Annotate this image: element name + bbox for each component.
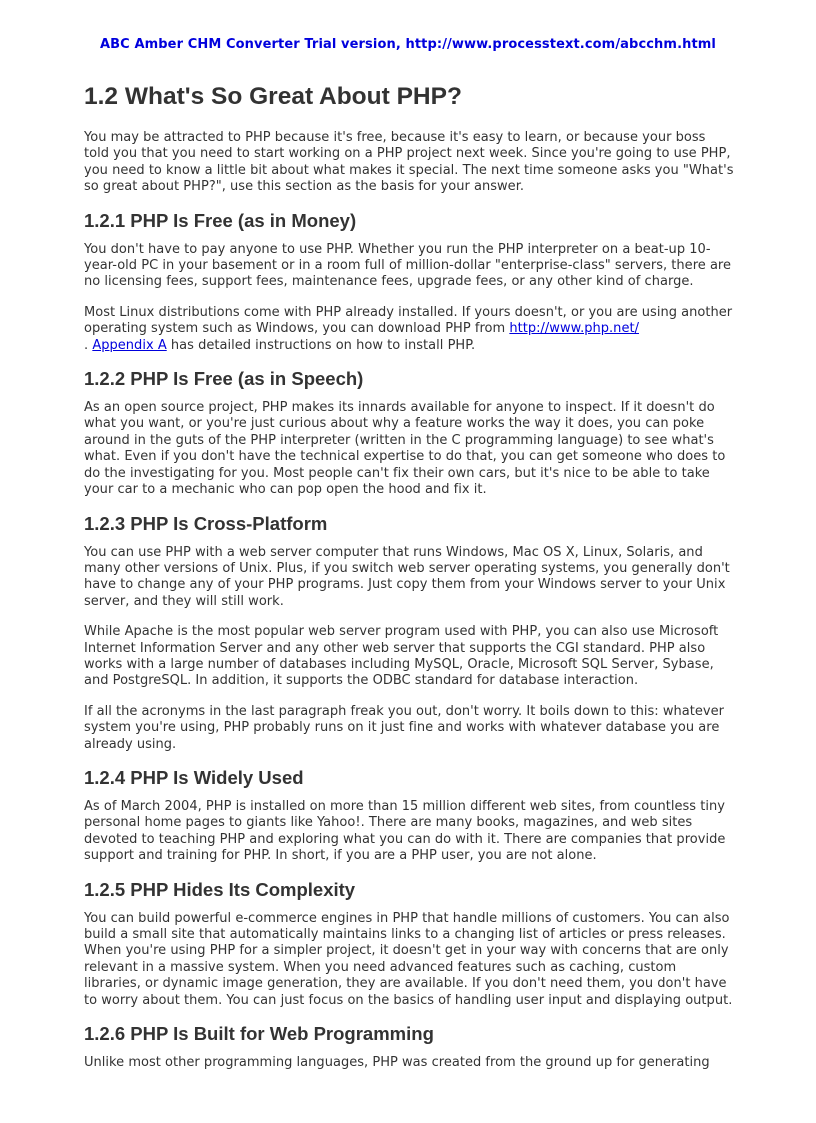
paragraph: As an open source project, PHP makes its innards available for anyone to inspect. If it doesn't do what you want, or you're just curious about why a feature works the way it does, you can poke around in the guts of the PHP interpreter (written in the C programming language) to see what's what. Even if you don't have the technical expertise to do that, you can get someone who does to do the investigating for you. Most people can't fix their own cars, but it's nice to be able to take your car to a mechanic who can pop open the hood and fix it. (84, 400, 726, 498)
document-body (84, 82, 734, 1071)
paragraph-text: Most Linux distributions come with PHP already installed. If yours doesn't, or you are using another operating system such as Windows, you can download PHP from (84, 304, 733, 337)
paragraph: You can build powerful e-commerce engines in PHP that handle millions of customers. You can also build a small site that automatically maintains links to a changing list of articles or press releases. When you're using PHP for a simpler project, it doesn't get in your way with concerns that are only relevant in a massive system. When you need advanced features such as caching, custom libraries, or dynamic image generation, they are available. If you don't need them, you don't have to worry about them. You can just focus on the basics of handling user input and displaying output. (84, 910, 733, 1008)
paragraph (84, 305, 734, 354)
appendix-a-link[interactable]: Appendix A (92, 337, 167, 353)
page-title: 1.2 What's So Great About PHP? (84, 83, 462, 110)
php-net-link[interactable]: http://www.php.net/ (509, 321, 639, 337)
paragraph-text: has detailed instructions on how to install PHP. (166, 337, 476, 353)
section-heading-free-money: 1.2.1 PHP Is Free (as in Money) (84, 209, 357, 231)
section-heading-free-speech: 1.2.2 PHP Is Free (as in Speech) (84, 368, 364, 390)
section-heading-widely-used: 1.2.4 PHP Is Widely Used (84, 766, 304, 788)
trial-banner: ABC Amber CHM Converter Trial version, http://www.processtext.com/abcchm.html (100, 37, 716, 52)
intro-paragraph: You may be attracted to PHP because it's free, because it's easy to learn, or because your boss told you that you need to start working on a PHP project next week. Since you're going to use PHP, you need to know a little bit about what makes it special. The next time someone asks you "What's so great about PHP?", use this section as the basis for your answer. (84, 130, 734, 195)
section-heading-cross-platform: 1.2.3 PHP Is Cross-Platform (84, 512, 328, 534)
paragraph: You don't have to pay anyone to use PHP. Whether you run the PHP interpreter on a beat-up 10-year-old PC in your basement or in a room full of million-dollar "enterprise-class" servers, there are no licensing fees, support fees, maintenance fees, upgrade fees, or any other kind of charge. (84, 241, 732, 290)
paragraph-text: . (84, 337, 93, 353)
section-heading-web-programming: 1.2.6 PHP Is Built for Web Programming (84, 1023, 434, 1045)
paragraph: As of March 2004, PHP is installed on more than 15 million different web sites, from countless tiny personal home pages to giants like Yahoo!. There are many books, magazines, and web sites devoted to teaching PHP and exploring what you can do with it. There are companies that provide support and training for PHP. In short, if you are a PHP user, you are not alone. (84, 798, 726, 864)
paragraph: While Apache is the most popular web server program used with PHP, you can also use Microsoft Internet Information Server and any other web server that supports the CGI standard. PHP also works with a large number of databases including MySQL, Oracle, Microsoft SQL Server, Sybase, and PostgreSQL. In addition, it supports the ODBC standard for database interaction. (84, 624, 719, 689)
paragraph: If all the acronyms in the last paragraph freak you out, don't worry. It boils down to this: whatever system you're using, PHP probably runs on it just fine and works with whatever database you are already using. (84, 703, 724, 752)
paragraph: Unlike most other programming languages, PHP was created from the ground up for generating (84, 1055, 710, 1071)
section-heading-hides-complexity: 1.2.5 PHP Hides Its Complexity (84, 878, 356, 900)
paragraph: You can use PHP with a web server computer that runs Windows, Mac OS X, Linux, Solaris, and many other versions of Unix. Plus, if you switch web server operating systems, you generally don't have to change any of your PHP programs. Just copy them from your Windows server to your Unix server, and they will still work. (84, 544, 730, 609)
